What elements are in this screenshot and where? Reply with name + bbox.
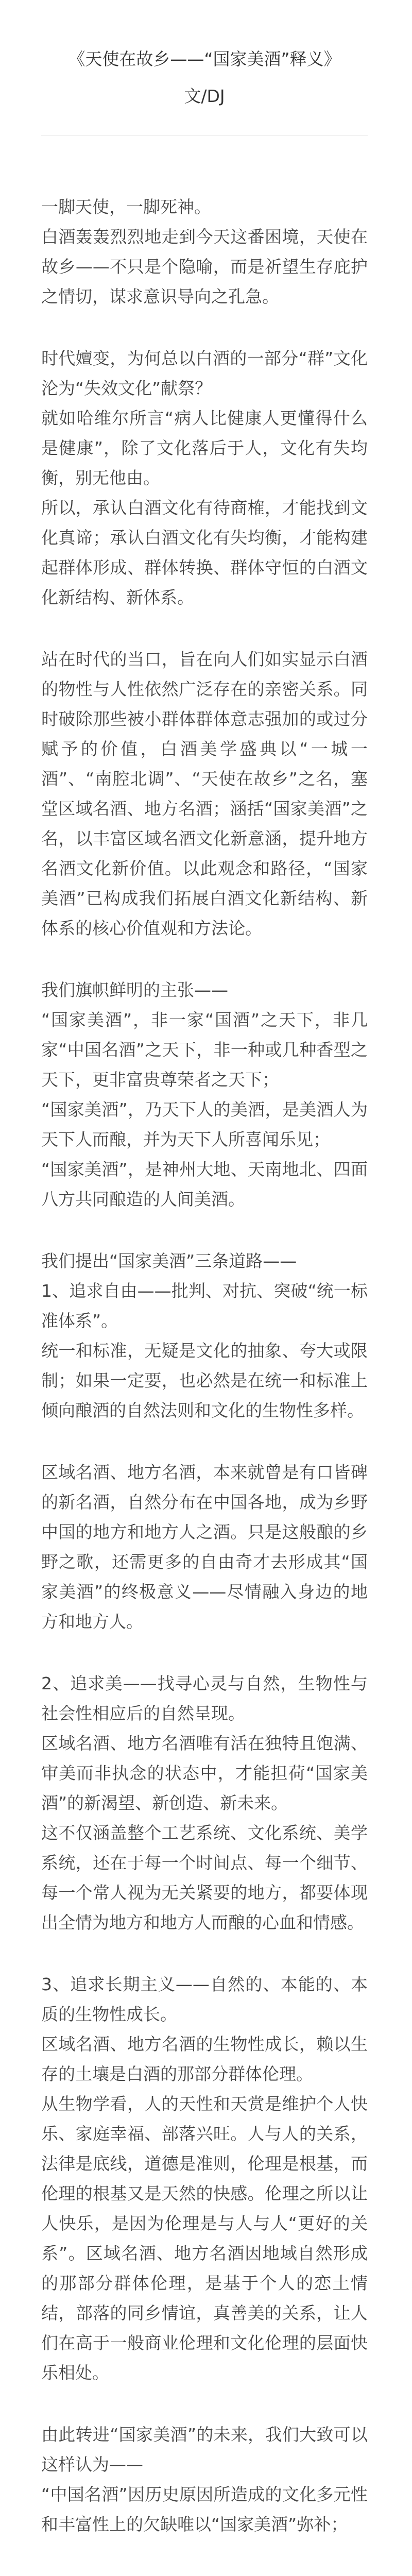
article-paragraph: 时代嬗变，为何总以白酒的一部分“群”文化沦为“失效文化”献祭？ [41, 348, 368, 398]
article-section [41, 2420, 368, 2539]
article-paragraph: 区域名酒、地方名酒唯有活在独特且饱满、审美而非执念的状态中，才能担荷“国家美酒”的新渴望、新创造、新未来。 [41, 1733, 368, 1813]
article-paragraph [41, 2571, 368, 2576]
article-paragraph: “国家美酒”，是神州大地、天南地北、四面八方共同酿造的人间美酒。 [41, 1159, 368, 1209]
article-paragraph: 我们旗帜鲜明的主张—— [41, 980, 228, 1000]
article-section [41, 1458, 368, 1637]
article-paragraph: “国家美酒”，乃天下人的美酒，是美酒人为天下人而酿，并为天下人所喜闻乐见； [41, 1099, 368, 1149]
article-paragraph: 白酒轰轰烈烈地走到今天这番困境，天使在故乡——不只是个隐喻，而是祈望生存庇护之情切，谋求意识导向之孔急。 [41, 227, 368, 307]
article-section [41, 1669, 368, 1938]
article-section [41, 192, 368, 312]
article-section [41, 975, 368, 1214]
article-section [41, 1246, 368, 1426]
article-section [41, 2571, 368, 2576]
article-paragraph: 区域名酒、地方名酒，本来就曾是有口皆碑的新名酒，自然分布在中国各地，成为乡野中国的地方和地方人之酒。只是这般酿的乡野之歌，还需更多的自由奇才去形成其“国家美酒”的终极意义——尽情融入身边的地方和地方人。 [41, 1462, 368, 1632]
article-paragraph: 3、追求长期主义——自然的、本能的、本质的生物性成长。 [41, 1974, 368, 2024]
article-section [41, 344, 368, 613]
article-paragraph: 站在时代的当口，旨在向人们如实显示白酒的物性与人性依然广泛存在的亲密关系。同时破除那些被小群体群体意志强加的或过分赋予的价值，白酒美学盛典以“一城一酒”、“南腔北调”、“天使在故乡”之名，塞堂区域名酒、地方名酒；涵括“国家美酒”之名，以丰富区域名酒文化新意涵，提升地方名酒文化新价值。以此观念和路径，“国家美酒”已构成我们拓展白酒文化新结构、新体系的核心价值观和方法论。 [41, 649, 368, 938]
article-paragraph: 统一和标准，无疑是文化的抽象、夸大或限制；如果一定要，也必然是在统一和标准上倾向酿酒的自然法则和文化的生物性多样。 [41, 1341, 368, 1420]
article-section [41, 1970, 368, 2388]
article-paragraph: 一脚天使，一脚死神。 [41, 197, 211, 217]
article-paragraph: 由此转进“国家美酒”的未来，我们大致可以这样认为—— [41, 2425, 368, 2475]
article-paragraph: 区域名酒、地方名酒的生物性成长，赖以生存的土壤是白酒的那部分群体伦理。 [41, 2034, 368, 2084]
article-paragraph: 这不仅涵盖整个工艺系统、文化系统、美学系统，还在于每一个时间点、每一个细节、每一个常人视为无关紧要的地方，都要体现出全情为地方和地方人而酿的心血和情感。 [41, 1823, 368, 1933]
article-paragraph: 就如哈维尔所言“病人比健康人更懂得什么是健康”，除了文化落后于人，文化有失均衡，别无他由。 [41, 408, 368, 488]
article-paragraph: “中国名酒”因历史原因所造成的文化多元性和丰富性上的欠缺唯以“国家美酒”弥补； [41, 2484, 368, 2534]
article-paragraph: 从生物学看，人的天性和天赏是维护个人快乐、家庭幸福、部落兴旺。人与人的关系，法律是底线，道德是准则，伦理是根基，而伦理的根基又是天然的快感。伦理之所以让人快乐，是因为伦理是与人与人“更好的关系”。区域名酒、地方名酒因地域自然形成的那部分群体伦理，是基于个人的恋土情结，部落的同乡情谊，真善美的关系，让人们在高于一般商业伦理和文化伦理的层面快乐相处。 [41, 2094, 368, 2383]
article-section [41, 645, 368, 943]
article-body [41, 192, 368, 2576]
article-paragraph: 2、追求美——找寻心灵与自然，生物性与社会性相应后的自然呈现。 [41, 1673, 368, 1723]
article-paragraph: “国家美酒”，非一家“国酒”之天下，非几家“中国名酒”之天下，非一种或几种香型之天下，更非富贵尊荣者之天下； [41, 1010, 368, 1090]
article-title: 《天使在故乡——“国家美酒”释义》 [68, 49, 341, 69]
article-paragraph: 1、追求自由——批判、对抗、突破“统一标准体系”。 [41, 1281, 368, 1331]
article-author: 文/DJ [184, 86, 225, 106]
article-paragraph: 我们提出“国家美酒”三条道路—— [41, 1251, 297, 1271]
article-paragraph: 所以，承认白酒文化有待商榷，才能找到文化真谛；承认白酒文化有失均衡，才能构建起群体形成、群体转换、群体守恒的白酒文化新结构、新体系。 [41, 498, 368, 607]
